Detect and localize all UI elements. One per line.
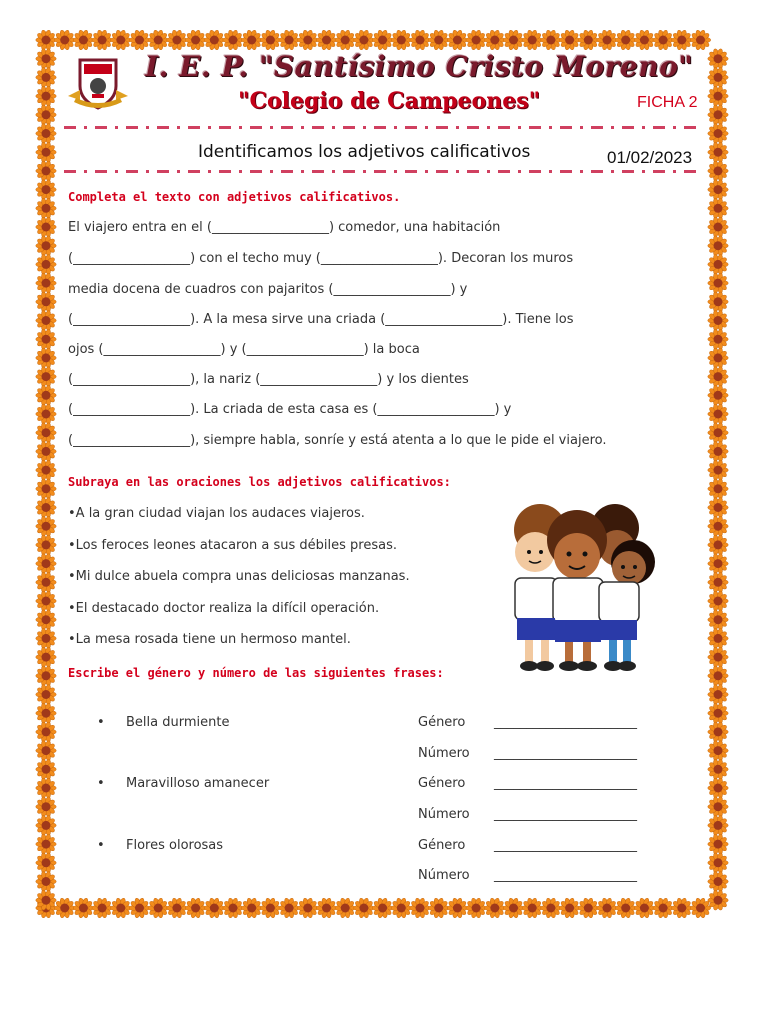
sunflower-icon (522, 30, 542, 51)
numero-blank[interactable]: ______________________ (494, 746, 637, 761)
section2-instruction: Subraya en las oraciones los adjetivos calificativos: (68, 475, 451, 489)
sunflower-icon (36, 478, 56, 499)
sunflower-icon (708, 160, 728, 181)
sunflower-icon (36, 217, 56, 238)
sunflower-icon (223, 898, 243, 919)
sunflower-icon (36, 778, 56, 799)
bullet: • (97, 838, 105, 853)
phrase-label: Flores olorosas (126, 838, 224, 853)
worksheet-date: 01/02/2023 (607, 148, 693, 167)
sunflower-icon (148, 30, 168, 51)
sunflower-icon (708, 291, 728, 312)
sunflower-icon (616, 30, 636, 51)
sunflower-icon (36, 721, 56, 742)
sunflower-icon (148, 898, 168, 919)
sentence-item: •A la gran ciudad viajan los audaces viajeros. (68, 506, 365, 521)
sunflower-icon (36, 852, 56, 873)
sunflower-icon (391, 30, 411, 51)
sunflower-icon (372, 30, 392, 51)
sunflower-icon (708, 815, 728, 836)
sunflower-icon (708, 609, 728, 630)
sunflower-icon (708, 478, 728, 499)
sunflower-icon (36, 609, 56, 630)
sunflower-icon (522, 898, 542, 919)
sunflower-icon (36, 647, 56, 668)
divider-top (64, 126, 704, 129)
sunflower-icon (335, 30, 355, 51)
sunflower-icon (410, 898, 430, 919)
bullet: • (97, 715, 105, 730)
genero-label: Género (418, 838, 466, 853)
text-line: (__________________), la nariz (__________________) y los dientes (68, 372, 469, 387)
phrase-label: Bella durmiente (126, 715, 230, 730)
bullet: • (97, 776, 105, 791)
sunflower-icon (36, 815, 56, 836)
divider-bottom (64, 170, 704, 173)
text-line: (__________________). La criada de esta casa es (__________________) y (68, 402, 512, 417)
sunflower-icon (36, 796, 56, 817)
text-line: El viajero entra en el (__________________) comedor, una habitación (68, 220, 501, 235)
sunflower-icon (204, 30, 224, 51)
sunflower-icon (597, 30, 617, 51)
sunflower-icon (111, 30, 131, 51)
sunflower-icon (36, 516, 56, 537)
sunflower-icon (36, 534, 56, 555)
sunflower-icon (167, 898, 187, 919)
sunflower-icon (634, 898, 654, 919)
sunflower-icon (36, 123, 56, 144)
sunflower-icon (653, 30, 673, 51)
sunflower-icon (36, 310, 56, 331)
sunflower-icon (73, 898, 93, 919)
sunflower-icon (185, 30, 205, 51)
sunflower-icon (204, 898, 224, 919)
sunflower-icon (36, 198, 56, 219)
sunflower-icon (316, 898, 336, 919)
sunflower-icon (354, 898, 374, 919)
sunflower-icon (36, 142, 56, 163)
sunflower-icon (708, 516, 728, 537)
sunflower-icon (708, 591, 728, 612)
sunflower-icon (36, 86, 56, 107)
sunflower-icon (708, 871, 728, 892)
sentence-item: •El destacado doctor realiza la difícil operación. (68, 601, 380, 616)
sunflower-icon (559, 30, 579, 51)
sunflower-icon (708, 48, 728, 69)
sunflower-icon (708, 460, 728, 481)
school-name: I. E. P. "Santísimo Cristo Moreno" (145, 50, 694, 83)
sunflower-icon (708, 104, 728, 125)
sunflower-icon (36, 759, 56, 780)
sunflower-icon (708, 217, 728, 238)
numero-blank[interactable]: ______________________ (494, 868, 637, 883)
sunflower-icon (708, 740, 728, 761)
sunflower-icon (708, 366, 728, 387)
sunflower-icon (708, 497, 728, 518)
sunflower-icon (36, 422, 56, 443)
sunflower-icon (708, 422, 728, 443)
text-line: (__________________). A la mesa sirve una criada (__________________). Tiene los (68, 312, 574, 327)
sunflower-icon (708, 684, 728, 705)
sunflower-icon (36, 834, 56, 855)
sunflower-icon (503, 898, 523, 919)
sunflower-icon (36, 740, 56, 761)
sunflower-icon (92, 30, 112, 51)
sunflower-icon (92, 898, 112, 919)
sunflower-icon (485, 898, 505, 919)
sunflower-icon (616, 898, 636, 919)
genero-blank[interactable]: ______________________ (494, 715, 637, 730)
sunflower-icon (708, 67, 728, 88)
sunflower-icon (36, 460, 56, 481)
sunflower-icon (708, 198, 728, 219)
sunflower-icon (708, 347, 728, 368)
sunflower-icon (36, 684, 56, 705)
sunflower-icon (36, 160, 56, 181)
sunflower-icon (708, 759, 728, 780)
sunflower-icon (708, 665, 728, 686)
sunflower-icon (36, 273, 56, 294)
sunflower-icon (36, 591, 56, 612)
sunflower-icon (260, 30, 280, 51)
sunflower-icon (372, 898, 392, 919)
sunflower-icon (73, 30, 93, 51)
sunflower-icon (541, 898, 561, 919)
sunflower-icon (410, 30, 430, 51)
genero-blank[interactable]: ______________________ (494, 838, 637, 853)
sunflower-icon (708, 235, 728, 256)
sunflower-icon (36, 329, 56, 350)
sunflower-icon (316, 30, 336, 51)
sunflower-icon (653, 898, 673, 919)
sunflower-icon (708, 441, 728, 462)
sunflower-icon (279, 898, 299, 919)
sunflower-icon (36, 385, 56, 406)
sunflower-icon (466, 30, 486, 51)
sunflower-icon (708, 123, 728, 144)
sunflower-icon (36, 404, 56, 425)
sunflower-icon (36, 665, 56, 686)
sunflower-icon (578, 898, 598, 919)
genero-label: Género (418, 776, 466, 791)
sunflower-icon (36, 628, 56, 649)
sunflower-icon (36, 291, 56, 312)
genero-blank[interactable]: ______________________ (494, 776, 637, 791)
sunflower-icon (429, 30, 449, 51)
sunflower-icon (672, 898, 692, 919)
sunflower-icon (111, 898, 131, 919)
sunflower-icon (466, 898, 486, 919)
sunflower-icon (559, 898, 579, 919)
sunflower-icon (242, 898, 262, 919)
sunflower-icon (708, 834, 728, 855)
sunflower-icon (36, 30, 56, 51)
sunflower-icon (429, 898, 449, 919)
sunflower-icon (391, 898, 411, 919)
numero-blank[interactable]: ______________________ (494, 807, 637, 822)
numero-label: Número (418, 807, 470, 822)
sunflower-icon (708, 703, 728, 724)
sunflower-icon (708, 385, 728, 406)
sunflower-icon (36, 235, 56, 256)
sunflower-icon (298, 898, 318, 919)
section3-instruction: Escribe el género y número de las siguientes frases: (68, 666, 444, 680)
sunflower-icon (708, 572, 728, 593)
sunflower-icon (634, 30, 654, 51)
sunflower-icon (708, 142, 728, 163)
text-line: (__________________), siempre habla, sonríe y está atenta a lo que le pide el viajero. (68, 433, 607, 448)
page-title: Identificamos los adjetivos calificativos (198, 142, 531, 162)
genero-label: Género (418, 715, 466, 730)
sunflower-icon (708, 273, 728, 294)
sunflower-icon (129, 30, 149, 51)
sunflower-icon (335, 898, 355, 919)
sunflower-icon (503, 30, 523, 51)
sunflower-icon (708, 254, 728, 275)
sunflower-icon (708, 310, 728, 331)
sentence-item: •La mesa rosada tiene un hermoso mantel. (68, 632, 351, 647)
sunflower-icon (708, 852, 728, 873)
sunflower-icon (55, 30, 75, 51)
sunflower-icon (36, 179, 56, 200)
children-group-illustration (495, 490, 655, 680)
sunflower-icon (223, 30, 243, 51)
sunflower-icon (578, 30, 598, 51)
sunflower-icon (354, 30, 374, 51)
numero-label: Número (418, 746, 470, 761)
sunflower-icon (36, 366, 56, 387)
school-crest-icon (66, 56, 130, 112)
sunflower-icon (708, 778, 728, 799)
sunflower-icon (185, 898, 205, 919)
text-line: (__________________) con el techo muy (__________________). Decoran los muros (68, 251, 574, 266)
sunflower-icon (36, 871, 56, 892)
sunflower-icon (36, 48, 56, 69)
sunflower-icon (129, 898, 149, 919)
sunflower-icon (36, 572, 56, 593)
sunflower-icon (36, 703, 56, 724)
sunflower-icon (36, 347, 56, 368)
sunflower-icon (708, 796, 728, 817)
sheet-label: FICHA 2 (637, 94, 698, 111)
sunflower-icon (279, 30, 299, 51)
sunflower-icon (36, 104, 56, 125)
sunflower-icon (708, 628, 728, 649)
sunflower-icon (708, 647, 728, 668)
sunflower-icon (36, 441, 56, 462)
sentence-item: •Mi dulce abuela compra unas deliciosas manzanas. (68, 569, 410, 584)
sunflower-icon (260, 898, 280, 919)
sunflower-icon (55, 898, 75, 919)
phrase-label: Maravilloso amanecer (126, 776, 270, 791)
sunflower-icon (708, 553, 728, 574)
sunflower-icon (36, 497, 56, 518)
school-motto: "Colegio de Campeones" (238, 88, 541, 114)
sunflower-icon (597, 898, 617, 919)
text-line: ojos (__________________) y (__________________) la boca (68, 342, 420, 357)
sunflower-icon (708, 404, 728, 425)
numero-label: Número (418, 868, 470, 883)
sunflower-icon (36, 67, 56, 88)
sunflower-icon (708, 86, 728, 107)
sunflower-icon (447, 30, 467, 51)
sunflower-icon (36, 254, 56, 275)
sunflower-icon (447, 898, 467, 919)
sunflower-icon (242, 30, 262, 51)
sunflower-icon (708, 534, 728, 555)
sunflower-icon (672, 30, 692, 51)
sunflower-icon (690, 30, 710, 51)
sunflower-icon (708, 179, 728, 200)
sentence-item: •Los feroces leones atacaron a sus débiles presas. (68, 538, 398, 553)
text-line: media docena de cuadros con pajaritos (__________________) y (68, 282, 468, 297)
sunflower-icon (36, 553, 56, 574)
sunflower-icon (167, 30, 187, 51)
sunflower-icon (298, 30, 318, 51)
sunflower-icon (485, 30, 505, 51)
section1-instruction: Completa el texto con adjetivos calificativos. (68, 190, 401, 204)
sunflower-icon (708, 721, 728, 742)
sunflower-icon (541, 30, 561, 51)
sunflower-icon (708, 329, 728, 350)
